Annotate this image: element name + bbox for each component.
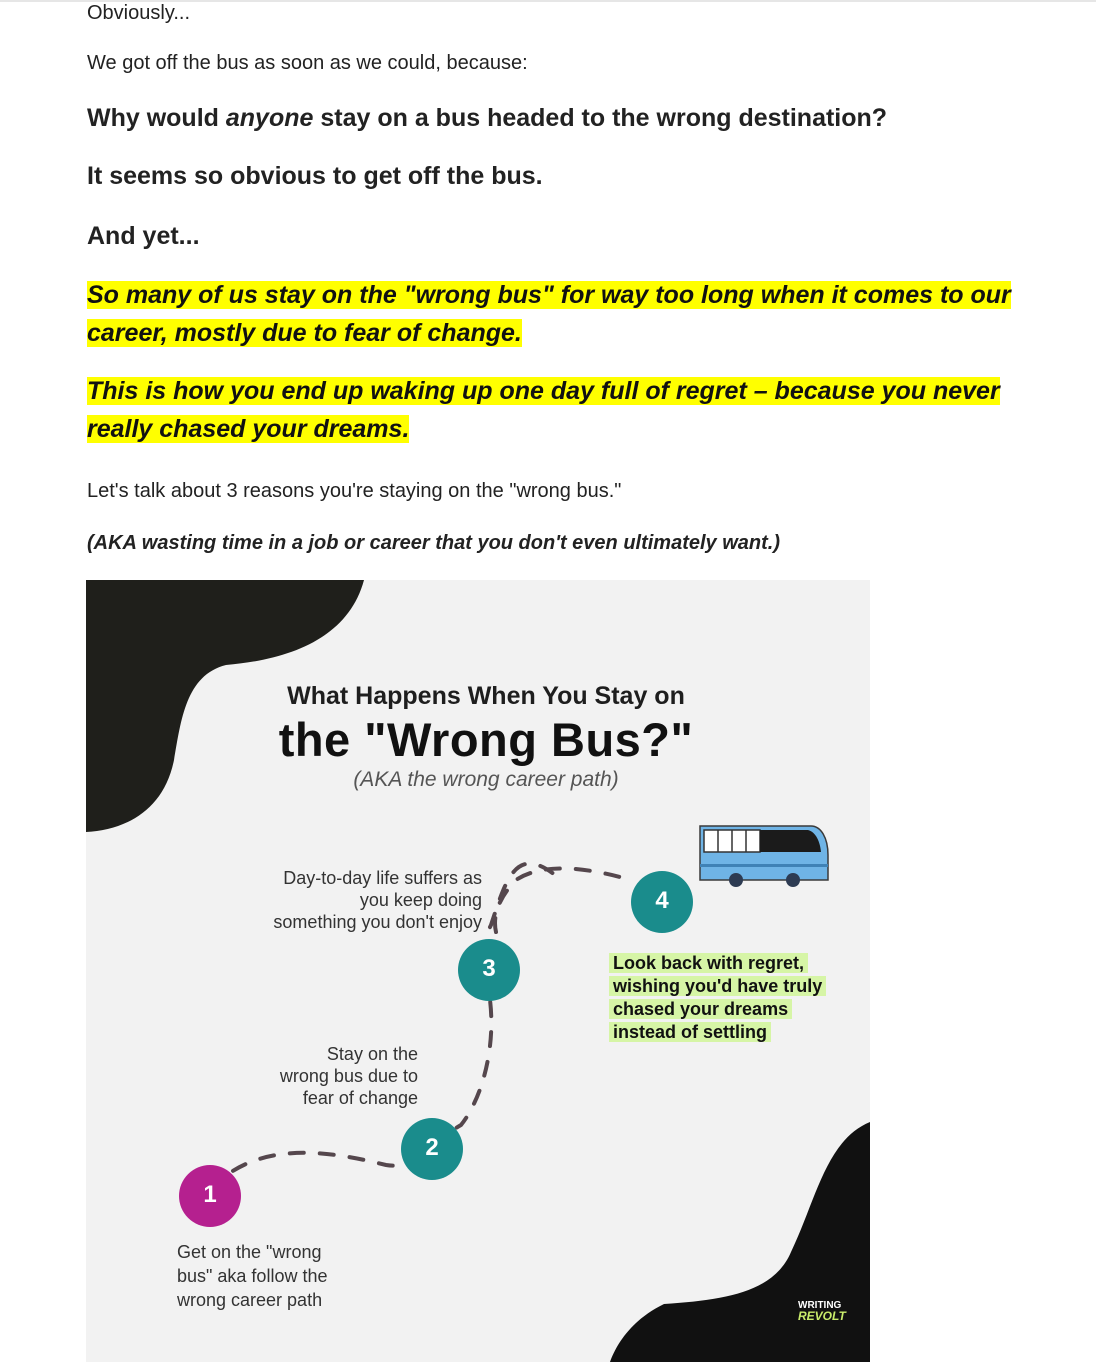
step-2-line-3: fear of change [302, 1088, 418, 1108]
paragraph-got-off: We got off the bus as soon as we could, because: [87, 52, 528, 74]
highlight-regret-line1: This is how you end up waking up one day full of regret – because you never [87, 377, 1000, 405]
highlight-regret-line2: really chased your dreams. [87, 415, 410, 443]
step-3-number: 3 [482, 955, 496, 982]
step-1-number: 1 [203, 1181, 217, 1208]
step-1-line-1: Get on the "wrong [177, 1242, 322, 1262]
step-4-number: 4 [655, 887, 669, 914]
step-4-text [609, 952, 869, 1044]
step-4-line-2: wishing you'd have truly [609, 976, 826, 996]
step-2-number: 2 [425, 1134, 439, 1161]
step-4-line-4: instead of settling [609, 1022, 771, 1042]
step-3-line-1: Day-to-day life suffers as [283, 868, 482, 888]
step-3-line-2: you keep doing [359, 890, 482, 910]
why-text-after: stay on a bus headed to the wrong destination? [313, 104, 888, 132]
infographic-title: the "Wrong Bus?" [278, 713, 694, 766]
wrong-bus-infographic [86, 580, 870, 1362]
highlight-wrong-bus-line1: So many of us stay on the "wrong bus" for way too long when it comes to our [87, 281, 1011, 309]
step-2-text [238, 1043, 418, 1109]
paragraph-lets-talk: Let's talk about 3 reasons you're staying on the "wrong bus." [87, 480, 622, 502]
highlight-wrong-bus [87, 276, 1011, 352]
why-text-emphasis: anyone [225, 104, 314, 132]
dashed-path-top [495, 868, 631, 932]
step-2-line-2: wrong bus due to [279, 1066, 418, 1086]
step-4-line-3: chased your dreams [609, 999, 792, 1019]
brand-line-1: WRITING [798, 1300, 842, 1311]
paragraph-and-yet: And yet... [87, 222, 200, 250]
step-4-line-1: Look back with regret, [609, 953, 808, 973]
bus-icon [700, 826, 828, 887]
paragraph-aka: (AKA wasting time in a job or career that you don't even ultimately want.) [87, 532, 781, 554]
paragraph-obviously: Obviously... [87, 2, 190, 24]
why-text-before: Why would [87, 104, 226, 132]
highlight-wrong-bus-line2: career, mostly due to fear of change. [87, 319, 522, 347]
infographic-heading: What Happens When You Stay on [287, 682, 685, 710]
paragraph-why-would-anyone [87, 104, 887, 133]
highlight-regret [87, 372, 1000, 448]
step-1-line-3: wrong career path [177, 1290, 323, 1310]
writing-revolt-logo [798, 1300, 846, 1322]
step-3-text [232, 867, 482, 933]
infographic-subtitle: (AKA the wrong career path) [353, 768, 619, 791]
brand-line-2: REVOLT [798, 1309, 846, 1323]
bottom-right-blob [610, 1122, 870, 1362]
step-3-line-3: something you don't enjoy [273, 912, 482, 932]
step-2-line-1: Stay on the [326, 1044, 418, 1064]
step-1-text [177, 1240, 417, 1312]
paragraph-seems-obvious: It seems so obvious to get off the bus. [87, 162, 543, 190]
step-1-line-2: bus" aka follow the [177, 1266, 328, 1286]
